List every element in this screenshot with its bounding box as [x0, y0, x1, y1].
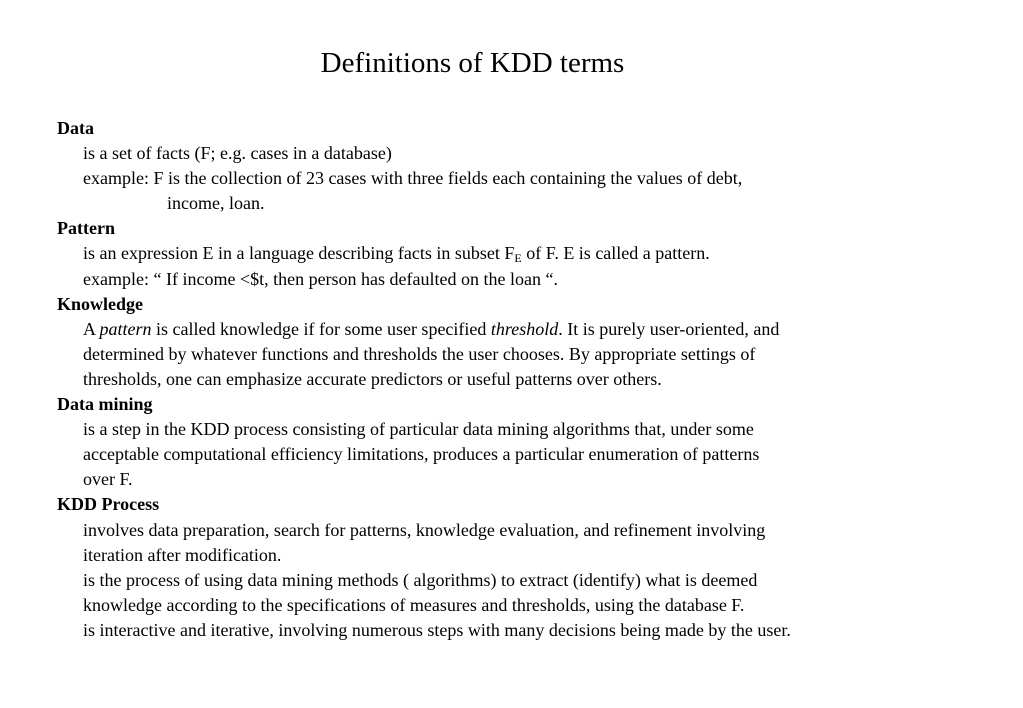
emphasis-text: pattern [99, 318, 152, 339]
emphasis-text: threshold [490, 318, 559, 339]
page-title: Definitions of KDD terms [320, 47, 625, 79]
text-run: is an expression E in a language describing facts in subset F [83, 243, 515, 264]
term-heading: Data [57, 118, 94, 138]
text-run: . It is purely user-oriented, and [558, 318, 780, 339]
definition-line: thresholds, one can emphasize accurate predictors or useful patterns over others. [83, 368, 662, 389]
definition-line: example: “ If income <$t, then person has defaulted on the loan “. [83, 268, 558, 289]
text-run: is called knowledge if for some user specified [151, 318, 491, 339]
term-heading: KDD Process [57, 494, 160, 515]
definition-data-mining [57, 392, 957, 492]
definition-kdd-process [57, 492, 957, 643]
text-run: A [83, 318, 100, 339]
definition-line: is a set of facts (F; e.g. cases in a database) [83, 143, 392, 164]
definition-line [57, 317, 957, 342]
definition-knowledge [57, 292, 957, 392]
definition-pattern [57, 216, 957, 291]
definition-line: over F. [83, 469, 133, 490]
definition-line: acceptable computational efficiency limitations, produces a particular enumeration of patterns [83, 444, 760, 465]
definition-data [57, 116, 957, 216]
definition-line: income, loan. [167, 193, 265, 214]
text-run: of F. E is called a pattern. [521, 243, 710, 264]
definition-line: knowledge according to the specifications of measures and thresholds, using the database F. [83, 594, 745, 615]
term-heading: Pattern [57, 218, 115, 239]
subscript-text: E [514, 251, 522, 266]
term-heading: Knowledge [57, 293, 144, 314]
definition-line: iteration after modification. [83, 544, 282, 565]
term-heading: Data mining [57, 394, 153, 415]
definition-line [57, 241, 957, 266]
definition-line: involves data preparation, search for patterns, knowledge evaluation, and refinement involving [83, 519, 766, 540]
definition-line: is interactive and iterative, involving numerous steps with many decisions being made by the user. [83, 619, 791, 640]
definition-line: example: F is the collection of 23 cases with three fields each containing the values of debt, [83, 168, 743, 189]
definition-line: determined by whatever functions and thresholds the user chooses. By appropriate settings of [83, 343, 756, 364]
definitions-list [57, 116, 957, 643]
definition-line: is a step in the KDD process consisting of particular data mining algorithms that, under some [83, 419, 754, 440]
definition-line: is the process of using data mining methods ( algorithms) to extract (identify) what is deemed [83, 569, 758, 590]
